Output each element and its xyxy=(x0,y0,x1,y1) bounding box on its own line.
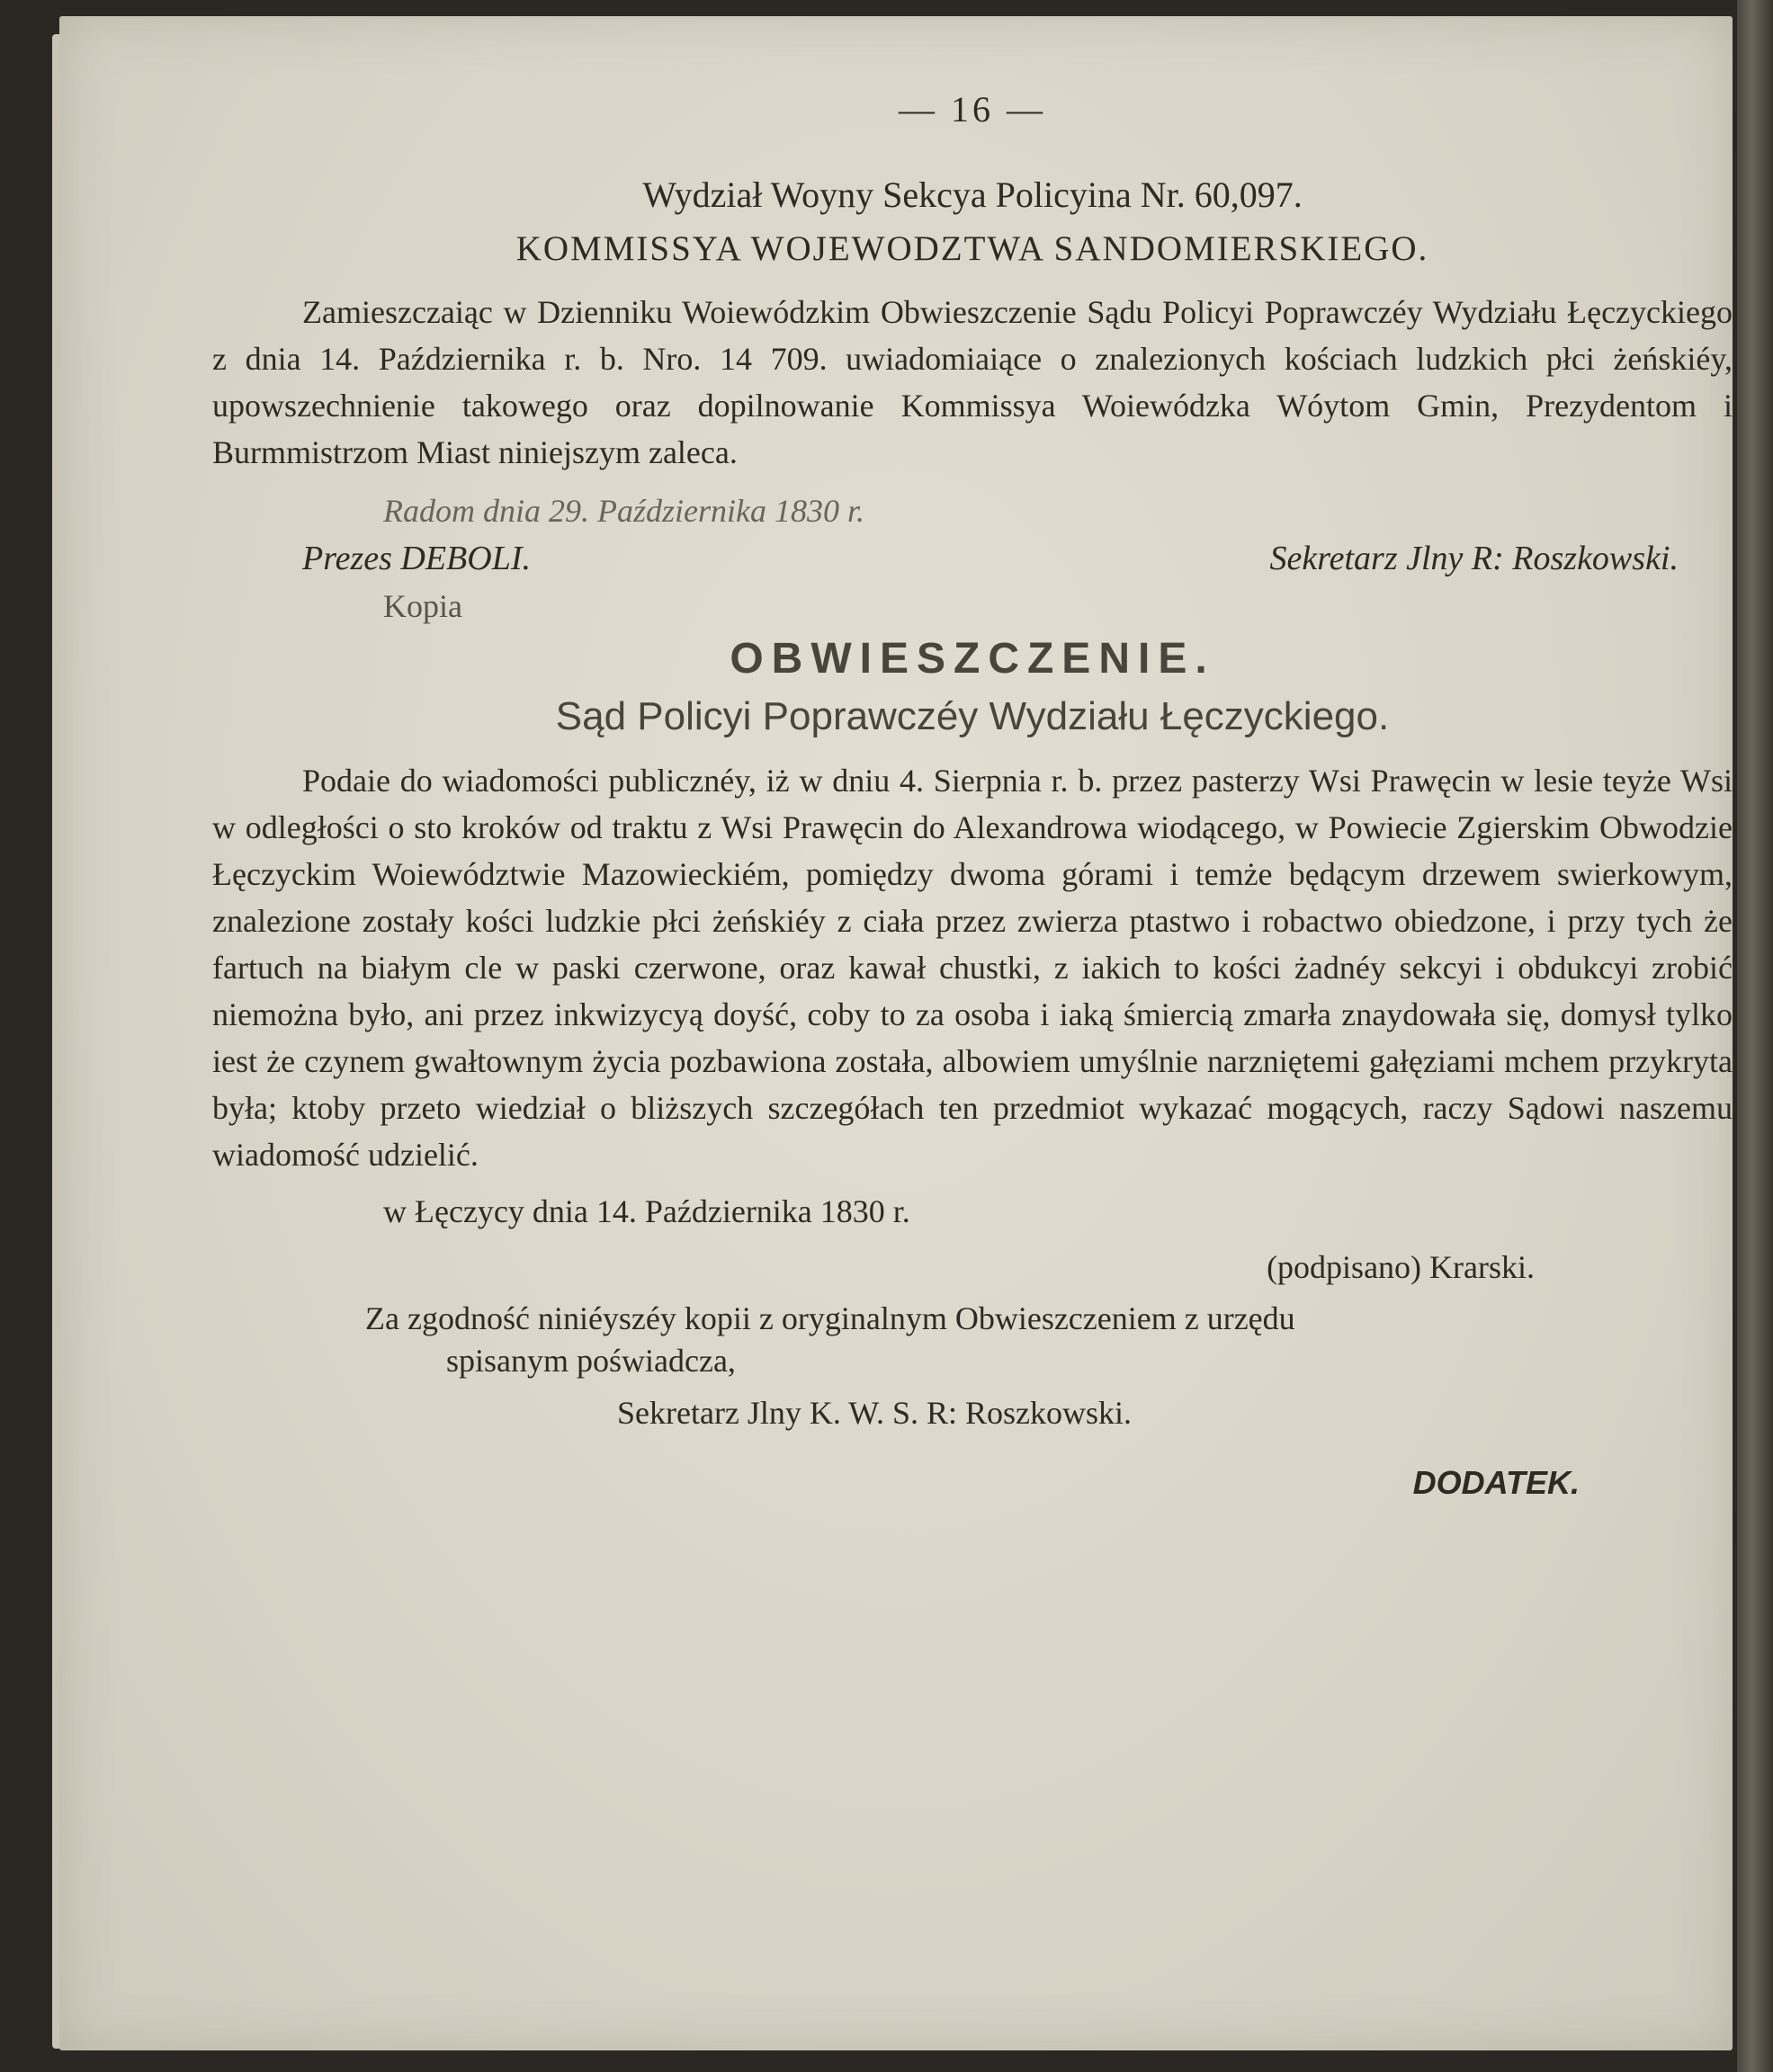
attestation-line: Za zgodność niniéyszéy kopii z oryginalnym Obwieszczeniem z urzędu xyxy=(365,1300,1295,1336)
president-signature: Prezes DEBOLI. xyxy=(302,540,531,577)
book-spine xyxy=(1737,0,1773,2072)
commission-heading: KOMMISSYA WOJEWODZTWA SANDOMIERSKIEGO. xyxy=(515,229,1429,268)
copy-label: Kopia xyxy=(383,588,462,624)
announcement-signed: (podpisano) Krarski. xyxy=(1267,1249,1535,1285)
page-number: — 16 — xyxy=(899,89,1046,130)
secretary-signature: Sekretarz Jlny R: Roszkowski. xyxy=(1269,540,1679,577)
announcement-body: Podaie do wiadomości publicznéy, iż w dniu 4. Sierpnia r. b. przez pasterzy Wsi Prawęcin w lesie teyże Wsi w odległości o sto kroków od traktu z Wsi Prawęcin do Alexandrowa wiodącego, w Powiecie Zgierskim Obwodzie Łęczyckim Woiewództwie Mazowieckiém, pomiędzy dwoma górami i temże będącym drzewem swierkowym, znalezione zostały kości ludzkie płci żeńskiéy z ciała przez zwierza ptastwo i robactwo obiedzone, i przy tych że fartuch na białym cle w paski czerwone, oraz kawał chustki, z iakich to kości żadnéy sekcyi i obdukcyi zrobić niemożna było, ani przez inkwizycyą doyść, coby to za osoba i iaką śmiercią zmarła znaydowała się, domysł tylko iest że czynem gwałtownym życia pozbawiona została, albowiem umyślnie narzniętemi gałęziami mchem przykryta była; ktoby przeto wiedział o bliższych szczegółach ten przedmiot wykazać mogących, raczy Sądowi naszemu wiadomość udzielić. xyxy=(212,763,1733,1173)
notice-place-date: Radom dnia 29. Października 1830 r. xyxy=(383,493,864,529)
announcement-title: OBWIESZCZENIE. xyxy=(730,635,1215,683)
department-heading: Wydział Woyny Sekcya Policyina Nr. 60,097. xyxy=(642,174,1303,215)
announcement-date: w Łęczycy dnia 14. Października 1830 r. xyxy=(383,1193,910,1229)
court-heading: Sąd Policyi Poprawczéy Wydziału Łęczyckiego. xyxy=(555,694,1390,738)
notice-signatures xyxy=(302,539,1733,578)
attestation-line-2: spisanym poświadcza, xyxy=(446,1343,736,1379)
page-content xyxy=(212,88,1733,1502)
catchword: DODATEK. xyxy=(1412,1464,1580,1501)
document-page xyxy=(59,16,1733,2050)
attestation-signature: Sekretarz Jlny K. W. S. R: Roszkowski. xyxy=(617,1395,1132,1431)
notice-intro-paragraph: Zamieszczaiąc w Dzienniku Woiewódzkim Obwieszczenie Sądu Policyi Poprawczéy Wydziału Łęczyckiego z dnia 14. Października r. b. Nro. 14 709. uwiadomiaiące o znalezionych kościach ludzkich płci żeńskiéy, upowszechnienie takowego oraz dopilnowanie Kommissya Woiewódzka Wóytom Gmin, Prezydentom i Burmmistrzom Miast niniejszym zaleca. xyxy=(212,294,1733,470)
